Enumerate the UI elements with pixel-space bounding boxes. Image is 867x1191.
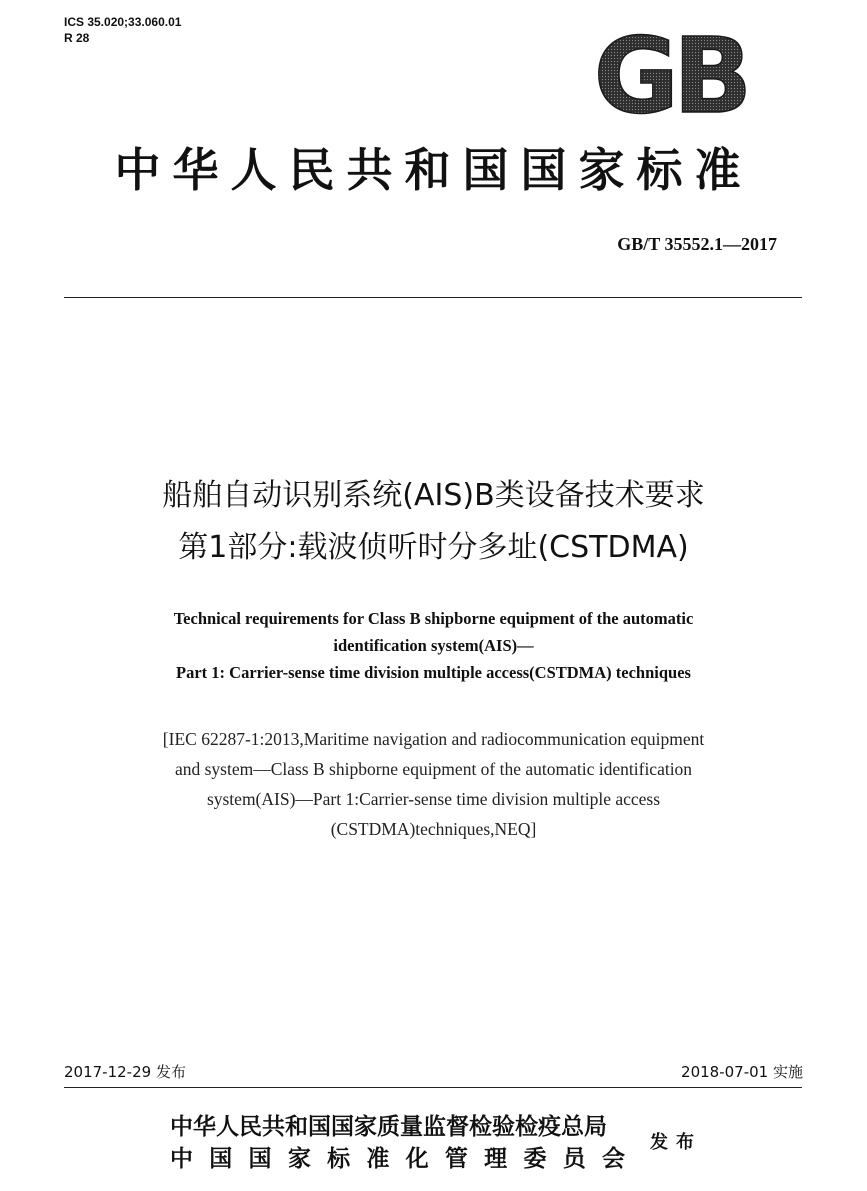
issuer-aqsiq: 中华人民共和国国家质量监督检验检疫总局 [170,1114,607,1140]
ccs-code: R 28 [64,31,90,45]
footer-divider [64,1087,802,1088]
chinese-title-line-1: 船舶自动识别系统(AIS)B类设备技术要求 [162,478,705,513]
publish-label: 发布 [650,1132,702,1153]
english-title-line-1: Technical requirements for Class B shipborne equipment of the automatic [173,609,694,628]
ics-code: ICS 35.020;33.060.01 [64,15,182,29]
english-title-line-2: identification system(AIS)— [333,636,534,655]
classification-codes [64,14,181,46]
standard-number: GB/T 35552.1—2017 [617,234,777,254]
english-title [40,605,827,686]
gb-logo-text: GB [593,30,747,120]
organization-title: 中华人民共和国国家标准 [114,143,753,197]
implementation-date: 2018-07-01 实施 [681,1063,803,1081]
adoption-line-4: (CSTDMA)techniques,NEQ] [330,819,537,839]
chinese-title-line-2: 第1部分:载波侦听时分多址(CSTDMA) [178,530,689,565]
english-title-line-3: Part 1: Carrier-sense time division multiple access(CSTDMA) techniques [176,663,691,682]
adoption-line-1: [IEC 62287-1:2013,Maritime navigation and radiocommunication equipment [162,729,705,749]
gb-logo [586,30,754,120]
adoption-line-3: system(AIS)—Part 1:Carrier-sense time division multiple access [206,789,661,809]
chinese-title [40,470,827,574]
adoption-reference [40,724,827,844]
issuer-sac: 中国国家标准化管理委员会 [170,1146,625,1172]
header-divider [64,297,802,298]
adoption-line-2: and system—Class B shipborne equipment of the automatic identification [174,759,693,779]
issue-date: 2017-12-29 发布 [64,1063,186,1081]
